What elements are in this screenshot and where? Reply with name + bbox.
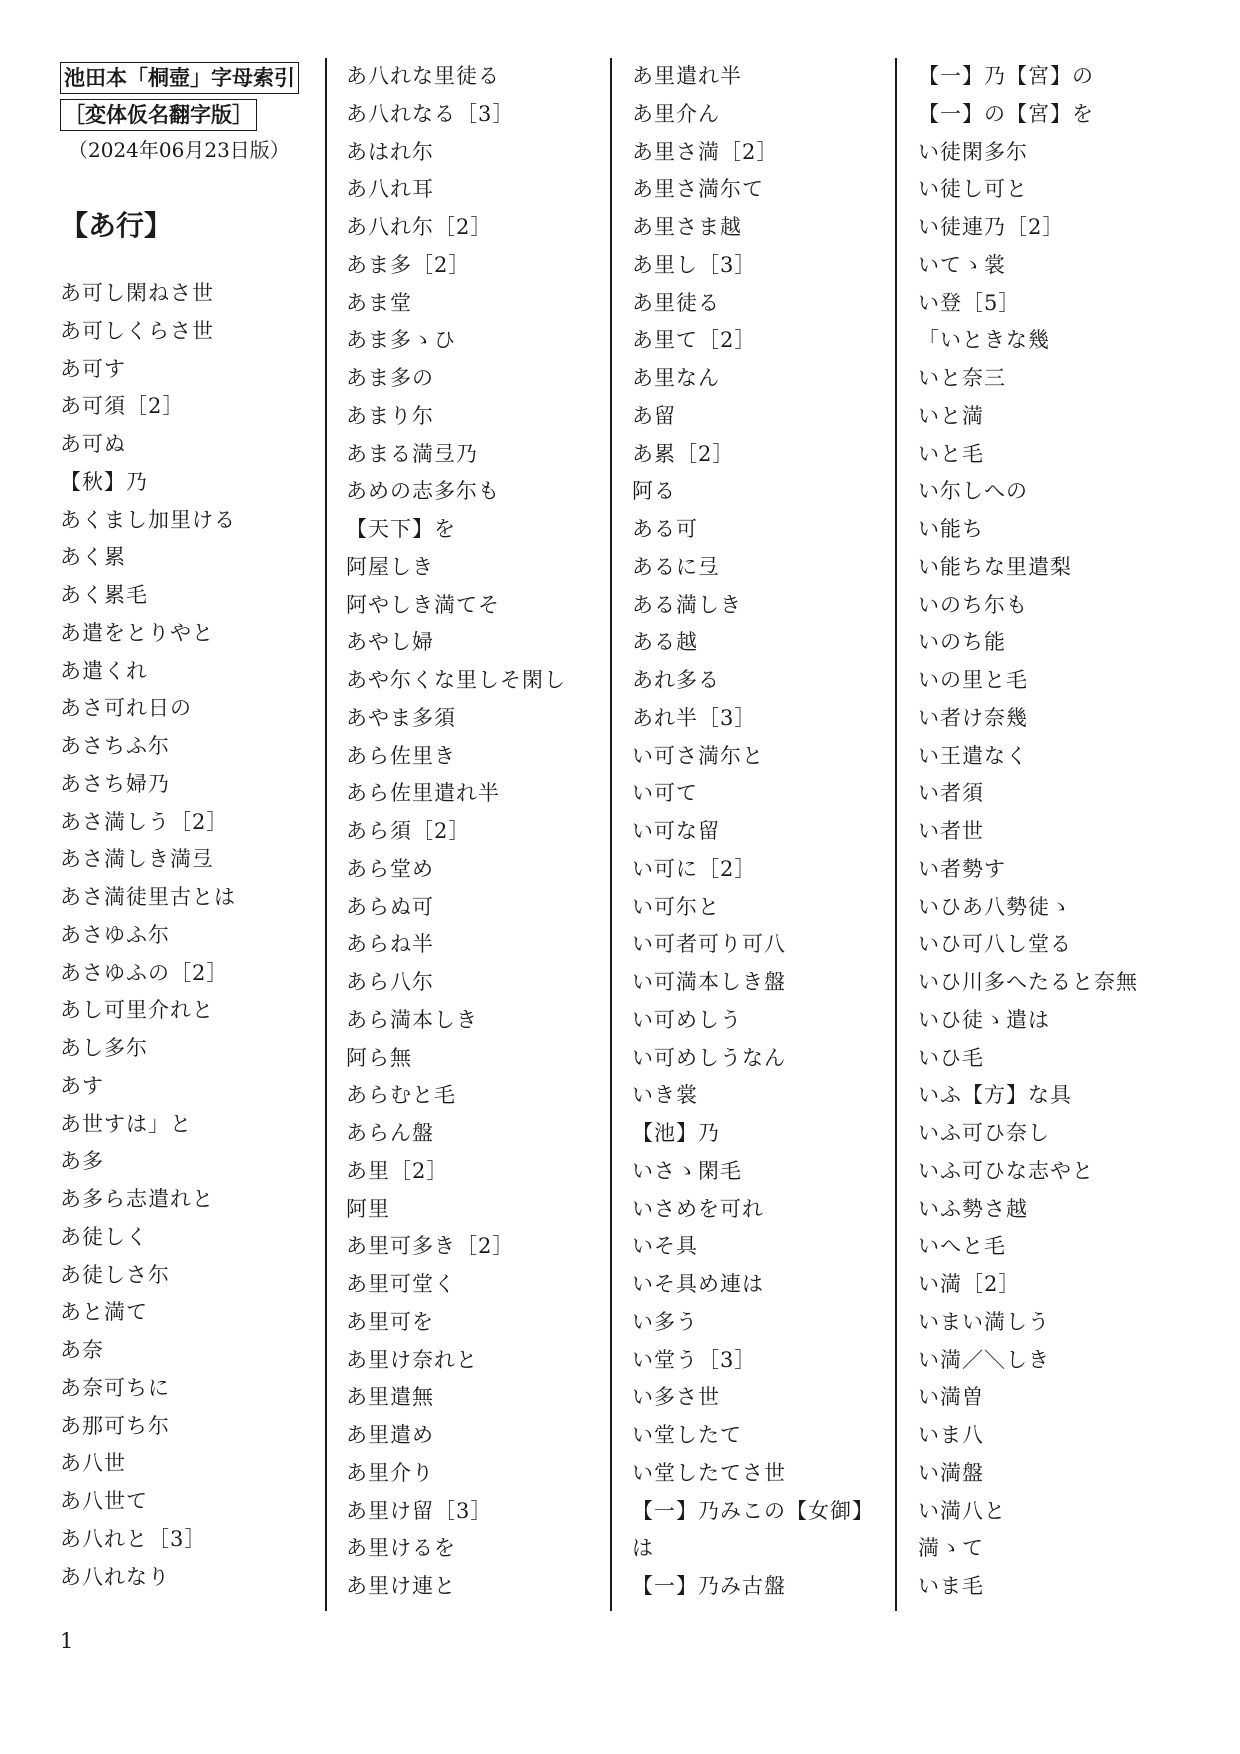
index-entry: あ奈 <box>60 1338 104 1362</box>
index-entry: あ徒しく <box>60 1224 148 1249</box>
index-entry: あ徒しさ尓 <box>60 1262 170 1287</box>
index-entry: いま毛 <box>918 1574 984 1598</box>
index-entry: あさち婦乃 <box>60 771 170 796</box>
index-entry: い徒連乃［2］ <box>918 215 1065 239</box>
index-entry: あ八れ尓［2］ <box>346 215 493 239</box>
index-entry: あ里さま越 <box>632 215 742 239</box>
index-column-2 <box>346 58 616 1606</box>
index-entry: あし多尓 <box>60 1036 148 1060</box>
index-entry: あらぬ可 <box>346 894 434 919</box>
index-entry: あく累 <box>60 545 126 570</box>
index-entry: いそ具 <box>632 1234 698 1259</box>
index-entry: あやし婦 <box>346 630 434 655</box>
index-entry: い徒閑多尓 <box>918 139 1028 164</box>
index-entry: あ里し［3］ <box>632 252 757 277</box>
index-entry: あま多ゝひ <box>346 328 456 353</box>
index-entry: あ奈可ちに <box>60 1375 170 1400</box>
index-entry: 阿やしき満てそ <box>346 592 500 617</box>
index-entry: あ里遣め <box>346 1423 434 1447</box>
index-entry: いひ川多へたると奈無 <box>918 970 1138 994</box>
index-entry: あと満て <box>60 1300 148 1325</box>
entry-list <box>632 58 902 1606</box>
index-entry: いひ毛 <box>918 1045 984 1070</box>
index-entry: あし可里介れと <box>60 998 214 1023</box>
index-entry: あ里けるを <box>346 1536 456 1561</box>
index-entry: 阿る <box>632 479 676 504</box>
index-entry: あ八世 <box>60 1451 126 1476</box>
index-entry: あらね半 <box>346 932 434 957</box>
index-entry: あ留 <box>632 403 676 428</box>
index-entry: あらむと毛 <box>346 1083 456 1108</box>
index-entry: いへと毛 <box>918 1234 1006 1259</box>
index-entry: い堂したてさ世 <box>632 1460 786 1485</box>
index-entry: い可て <box>632 781 698 806</box>
index-entry: いま八 <box>918 1423 984 1447</box>
index-entry: あ八れ耳 <box>346 177 434 202</box>
index-entry: 【天下】を <box>346 517 456 541</box>
index-entry: いと奈三 <box>918 366 1006 390</box>
index-entry: い者須 <box>918 781 984 806</box>
index-entry: いひあ八勢徒ゝ <box>918 894 1072 919</box>
index-entry: あやま多須 <box>346 705 456 730</box>
index-entry: あくまし加里ける <box>60 507 236 532</box>
index-entry: あさ可れ日の <box>60 696 192 721</box>
index-entry: あ里介り <box>346 1460 434 1485</box>
index-entry: い可者可り可八 <box>632 932 786 957</box>
index-entry: あら須［2］ <box>346 819 471 843</box>
index-entry: い者世 <box>918 819 984 843</box>
index-entry: あまり尓 <box>346 403 434 428</box>
index-entry: あ世すは」と <box>60 1111 192 1136</box>
index-entry: あ里徒る <box>632 290 720 315</box>
index-entry: ある越 <box>632 630 698 655</box>
index-entry: あ可須［2］ <box>60 394 185 419</box>
index-entry: あるに弖 <box>632 554 720 579</box>
index-entry: あ里て［2］ <box>632 328 757 353</box>
index-entry: あす <box>60 1073 104 1098</box>
index-entry: いふ可ひな志やと <box>918 1158 1094 1183</box>
index-entry: い満［2］ <box>918 1272 1021 1296</box>
index-entry: あ里け奈れと <box>346 1347 478 1372</box>
index-entry: あ八れなる［3］ <box>346 101 515 126</box>
index-entry: あさ満しう［2］ <box>60 809 229 834</box>
index-entry: あら佐里遣れ半 <box>346 781 500 806</box>
index-entry: あ八世て <box>60 1489 148 1513</box>
index-entry: 「いときな幾 <box>918 328 1050 353</box>
index-entry: あ里け連と <box>346 1574 456 1598</box>
index-entry: あ可す <box>60 356 126 381</box>
index-column-4 <box>918 58 1188 1606</box>
index-entry: いと毛 <box>918 441 984 466</box>
index-entry: あ里可堂く <box>346 1272 456 1296</box>
index-entry: い能ちな里遣梨 <box>918 554 1072 579</box>
index-entry: い徒し可と <box>918 177 1028 202</box>
index-entry: いのち能 <box>918 630 1006 655</box>
index-entry: 阿屋しき <box>346 554 434 579</box>
index-entry: あま堂 <box>346 290 412 315</box>
section-heading: 【あ行】 <box>60 209 173 242</box>
index-entry: あ累［2］ <box>632 441 735 466</box>
index-entry: あ里遣れ半 <box>632 64 742 88</box>
index-entry: あ里さ満尓て <box>632 177 764 202</box>
index-entry: あ里遣無 <box>346 1385 434 1410</box>
index-entry: あ里なん <box>632 366 720 390</box>
index-entry: あら堂め <box>346 856 434 881</box>
index-entry: い堂う［3］ <box>632 1347 757 1372</box>
index-entry: あめの志多尓も <box>346 479 500 504</box>
index-entry: あ可しくらさ世 <box>60 318 214 343</box>
index-entry: いふ【方】な具 <box>918 1083 1072 1108</box>
index-entry: い満盤 <box>918 1460 984 1485</box>
index-entry: あ可ぬ <box>60 432 126 456</box>
index-entry: い尓しへの <box>918 479 1028 504</box>
index-entry: い王遣なく <box>918 743 1028 768</box>
index-entry: 【秋】乃 <box>60 469 148 494</box>
index-entry: あ里［2］ <box>346 1158 449 1183</box>
index-entry: い可な留 <box>632 819 720 843</box>
index-entry: ある可 <box>632 517 698 541</box>
index-entry: 阿ら無 <box>346 1045 412 1070</box>
index-entry: あら佐里き <box>346 743 456 768</box>
index-entry: あ里け留［3］ <box>346 1498 493 1523</box>
index-entry: い満／＼しき <box>918 1347 1050 1372</box>
index-entry: いてゝ裳 <box>918 252 1006 277</box>
index-entry: あ八れなり <box>60 1564 170 1589</box>
index-entry: 【一】乃【宮】の <box>918 64 1094 88</box>
index-entry: あ里さ満［2］ <box>632 139 779 164</box>
index-entry: 阿里 <box>346 1196 390 1221</box>
index-entry: い可さ満尓と <box>632 743 764 768</box>
index-entry: あ那可ち尓 <box>60 1413 170 1438</box>
index-column-1 <box>60 58 330 1596</box>
index-entry: あれ半［3］ <box>632 705 757 730</box>
index-entry: あま多［2］ <box>346 252 471 277</box>
index-entry: い能ち <box>918 517 984 541</box>
index-entry: いき裳 <box>632 1083 698 1108</box>
index-column-3 <box>632 58 902 1606</box>
index-entry: あまる満弖乃 <box>346 441 478 466</box>
index-entry: あ遣くれ <box>60 658 148 683</box>
index-entry: い堂したて <box>632 1423 742 1447</box>
index-entry: あさゆふの［2］ <box>60 960 229 985</box>
index-entry: 【一】乃み古盤 <box>632 1574 786 1598</box>
index-entry: は <box>632 1536 654 1561</box>
index-entry: いふ可ひ奈し <box>918 1121 1050 1145</box>
index-entry: いまい満しう <box>918 1309 1050 1334</box>
document-subtitle: ［変体仮名翻字版］ <box>60 99 257 131</box>
index-entry: あら満本しき <box>346 1007 478 1032</box>
index-entry: あさゆふ尓 <box>60 922 170 947</box>
index-entry: い者勢す <box>918 856 1006 881</box>
index-entry: あま多の <box>346 366 434 390</box>
index-entry: あや尓くな里しそ閑し <box>346 668 566 692</box>
page-number: 1 <box>60 1629 74 1653</box>
index-entry: いと満 <box>918 403 984 428</box>
index-entry: あ遣をとりやと <box>60 620 214 645</box>
index-entry: い満曽 <box>918 1385 984 1410</box>
index-entry: いさめを可れ <box>632 1196 764 1221</box>
document-date: （2024年06月23日版） <box>68 138 290 162</box>
index-entry: あ里介ん <box>632 101 720 126</box>
index-entry: いそ具め連は <box>632 1272 764 1296</box>
index-entry: い者け奈幾 <box>918 705 1028 730</box>
index-entry: いのち尓も <box>918 592 1028 617</box>
index-entry: 満ゝて <box>918 1536 984 1561</box>
entry-list <box>346 58 616 1606</box>
index-entry: いひ可八し堂る <box>918 932 1072 957</box>
entry-list <box>918 58 1188 1606</box>
index-entry: 【池】乃 <box>632 1121 720 1145</box>
index-entry: い可満本しき盤 <box>632 970 786 994</box>
index-entry: いさゝ閑毛 <box>632 1158 742 1183</box>
index-entry: あ多 <box>60 1149 104 1174</box>
entry-list <box>60 275 330 1596</box>
index-entry: い可に［2］ <box>632 856 757 881</box>
index-entry: い可尓と <box>632 894 720 919</box>
index-entry: いひ徒ゝ遣は <box>918 1007 1050 1032</box>
index-entry: 【一】の【宮】を <box>918 101 1094 126</box>
index-entry: あ里可を <box>346 1309 434 1334</box>
index-entry: い登［5］ <box>918 290 1021 315</box>
index-entry: あはれ尓 <box>346 139 434 164</box>
index-entry: あ多ら志遣れと <box>60 1187 214 1211</box>
index-entry: 【一】乃みこの【女御】 <box>632 1498 874 1523</box>
index-entry: あく累毛 <box>60 583 148 607</box>
index-entry: あ里可多き［2］ <box>346 1234 515 1259</box>
index-entry: あら八尓 <box>346 970 434 994</box>
index-entry: あさ満徒里古とは <box>60 885 236 909</box>
index-entry: あらん盤 <box>346 1121 434 1145</box>
index-entry: い可めしうなん <box>632 1045 786 1070</box>
index-entry: い満八と <box>918 1498 1006 1523</box>
index-entry: あれ多る <box>632 668 720 692</box>
index-entry: ある満しき <box>632 592 742 617</box>
index-entry: あ可し閑ねさ世 <box>60 281 214 305</box>
index-entry: いふ勢さ越 <box>918 1196 1028 1221</box>
index-entry: い多う <box>632 1309 698 1334</box>
index-entry: いの里と毛 <box>918 668 1028 692</box>
index-entry: あ八れな里徒る <box>346 64 500 88</box>
document-title: 池田本「桐壺」字母索引 <box>60 62 299 94</box>
index-entry: あさちふ尓 <box>60 734 170 758</box>
index-entry: い可めしう <box>632 1007 742 1032</box>
index-entry: あ八れと［3］ <box>60 1526 207 1551</box>
index-entry: あさ満しき満弖 <box>60 847 214 872</box>
index-entry: い多さ世 <box>632 1385 720 1410</box>
